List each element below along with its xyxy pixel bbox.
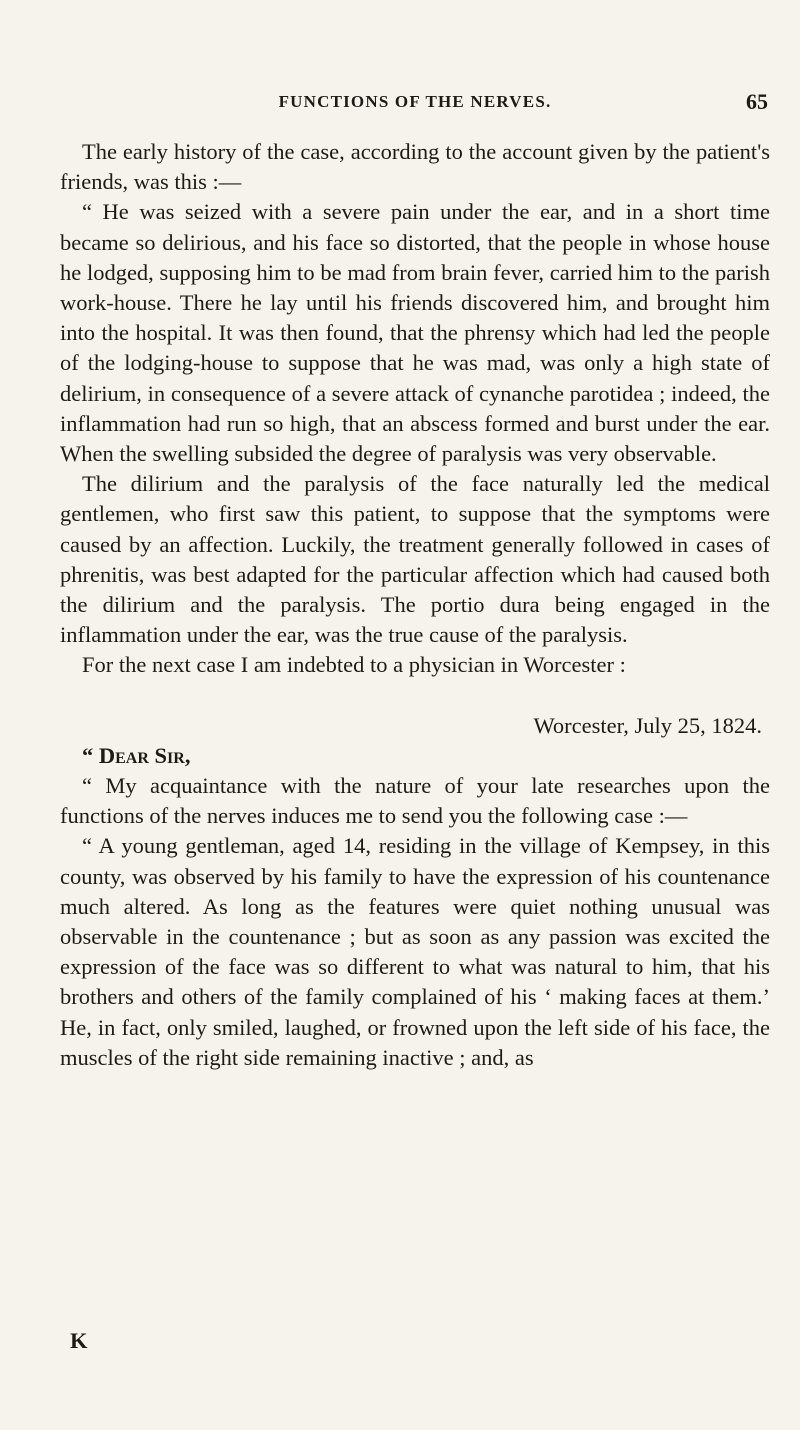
signature-mark: K — [70, 1328, 88, 1353]
running-head: FUNCTIONS OF THE NERVES. — [278, 92, 552, 111]
letter-paragraph-young-gentleman: “ A young gentleman, aged 14, residing in the village of Kempsey, in this county, was observed by his family to have the expression of his countenance much altered. As long as the features were quiet nothing unusual was observable in the countenance ; but as soon as any passion was excited the expression of the face was so different to what was natural to him, that his brothers and others of the family complained of his ‘ making faces at them.’ He, in fact, only smiled, laughed, or frowned upon the left side of his face, the muscles of the right side remaining inactive ; and, as — [60, 833, 770, 1070]
letter-dateline: Worcester, July 25, 1824. — [533, 712, 762, 738]
paragraph-quoted-account: “ He was seized with a severe pain under the ear, and in a short time became so delirious, and his face so distorted, that the people in whose house he lodged, supposing him to be mad from brain fever, carried him to the parish work-house. There he lay until his friends discovered him, and brought him into the hospital. It was then found, that the phrensy which had led the people of the lodging-house to suppose that he was mad, was only a high state of delirium, in consequence of a severe attack of cynanche parotidea ; indeed, the inflammation had run so high, that an abscess formed and burst under the ear. When the swelling subsided the degree of paralysis was very observable. — [60, 199, 770, 467]
letter-salutation: “ Dear Sir, — [82, 742, 191, 768]
letter-paragraph-acquaintance: “ My acquaintance with the nature of your late researches upon the functions of the nerves induces me to send you the following case :— — [60, 773, 770, 829]
paragraph-next-case: For the next case I am indebted to a physician in Worcester : — [82, 652, 626, 678]
paragraph-early-history: The early history of the case, according to the account given by the patient's friends, was this :— — [60, 139, 770, 195]
paragraph-dilirium: The dilirium and the paralysis of the face naturally led the medical gentlemen, who first saw this patient, to suppose that the symptoms were caused by an affection. Luckily, the treatment generally followed in cases of phrenitis, was best adapted for the particular affection which had caused both the dilirium and the paralysis. The portio dura being engaged in the inflammation under the ear, was the true cause of the paralysis. — [60, 471, 770, 648]
page-number: 65 — [746, 89, 768, 114]
page-header — [60, 89, 770, 122]
body-text — [60, 137, 770, 1073]
